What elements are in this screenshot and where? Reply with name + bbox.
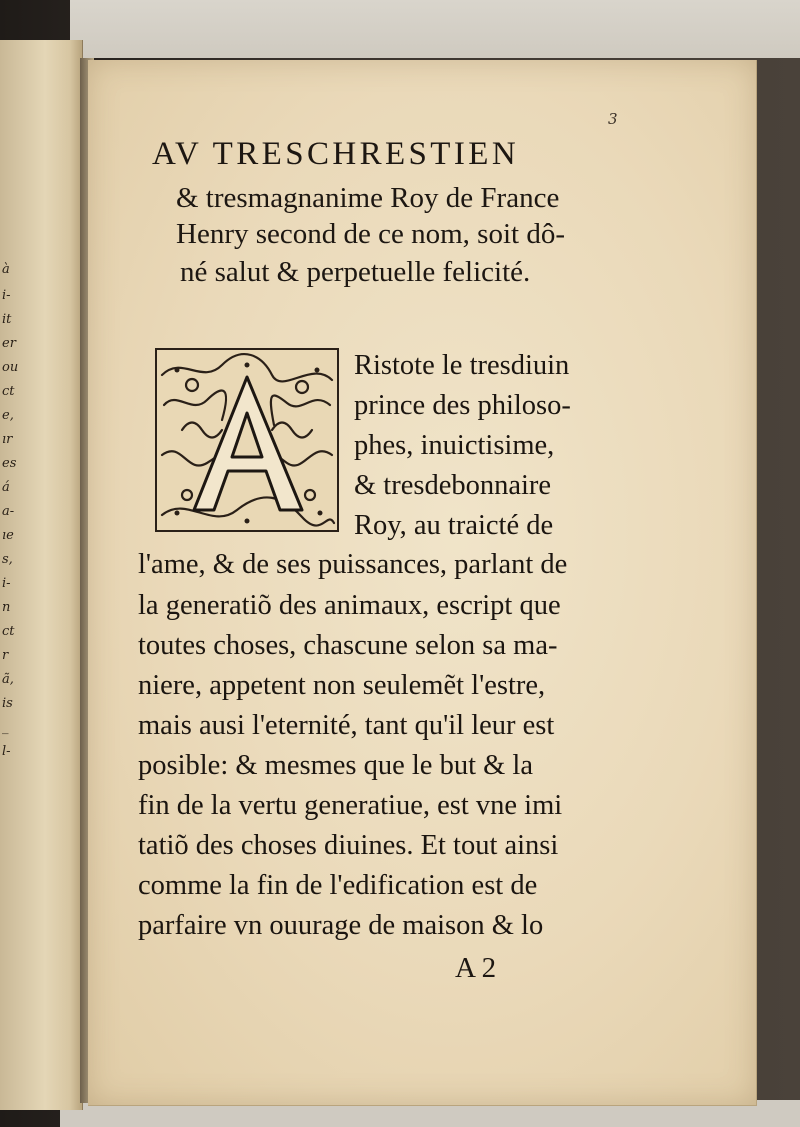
facing-page-fragment: l- [2, 744, 11, 759]
facing-page-fragment: s, [2, 552, 13, 567]
page-number: 3 [608, 110, 618, 128]
text-line: parfaire vn ouurage de maison & lo [138, 910, 544, 941]
text-line: Roy, au traicté de [354, 510, 554, 541]
book-page [88, 60, 757, 1106]
facing-page-fragment: ã, [2, 672, 14, 687]
text-line: Ristote le tresdiuin [354, 350, 570, 381]
facing-page-fragment: a- [2, 504, 15, 519]
facing-page-fragment: ır [2, 432, 13, 447]
facing-page-fragment: e, [2, 408, 14, 423]
facing-page-fragment: n [2, 600, 11, 615]
decorated-initial-woodcut [152, 345, 342, 535]
text-line: la generatiõ des animaux, escript que [138, 590, 561, 621]
text-line: fin de la vertu generatiue, est vne imi [138, 790, 563, 821]
heading-line-3: Henry second de ce nom, soit dô- [176, 218, 565, 250]
facing-page-fragment: i- [2, 576, 11, 591]
facing-page-fragment: i- [2, 288, 11, 303]
facing-page-fragment: ou [2, 360, 19, 375]
facing-page-fragment: er [2, 336, 16, 351]
facing-page-fragment: it [2, 312, 12, 327]
facing-page-fragment: á [2, 480, 10, 495]
facing-page-fragment: _ [2, 720, 9, 735]
facing-page-fragment: ct [2, 624, 15, 639]
signature-mark: A 2 [455, 952, 497, 984]
facing-page-fragment: ct [2, 384, 15, 399]
heading-line-1: AV TRESCHRESTIEN [152, 136, 520, 172]
facing-page-fragment: es [2, 456, 17, 471]
text-line: mais ausi l'eternité, tant qu'il leur est [138, 710, 555, 741]
text-line: phes, inuictisime, [354, 430, 555, 461]
facing-page-fragment: à [2, 262, 10, 277]
text-line: l'ame, & de ses puissances, parlant de [138, 549, 568, 580]
text-line: tatiõ des choses diuines. Et tout ainsi [138, 830, 559, 861]
text-line: & tresdebonnaire [354, 470, 552, 501]
text-line: posible: & mesmes que le but & la [138, 750, 533, 781]
facing-page-fragment: ıe [2, 528, 14, 543]
text-line: niere, appetent non seulemẽt l'estre, [138, 670, 546, 701]
heading-line-4: né salut & perpetuelle felicité. [180, 256, 531, 288]
scanner-bed-top [70, 0, 800, 58]
text-line: comme la fin de l'edification est de [138, 870, 538, 901]
facing-page-fragment: is [2, 696, 13, 711]
text-line: prince des philoso- [354, 390, 571, 421]
heading-line-2: & tresmagnanime Roy de France [176, 182, 560, 214]
facing-page-fragment: r [2, 648, 9, 663]
text-line: toutes choses, chascune selon sa ma- [138, 630, 558, 661]
facing-page-edge [0, 40, 83, 1110]
